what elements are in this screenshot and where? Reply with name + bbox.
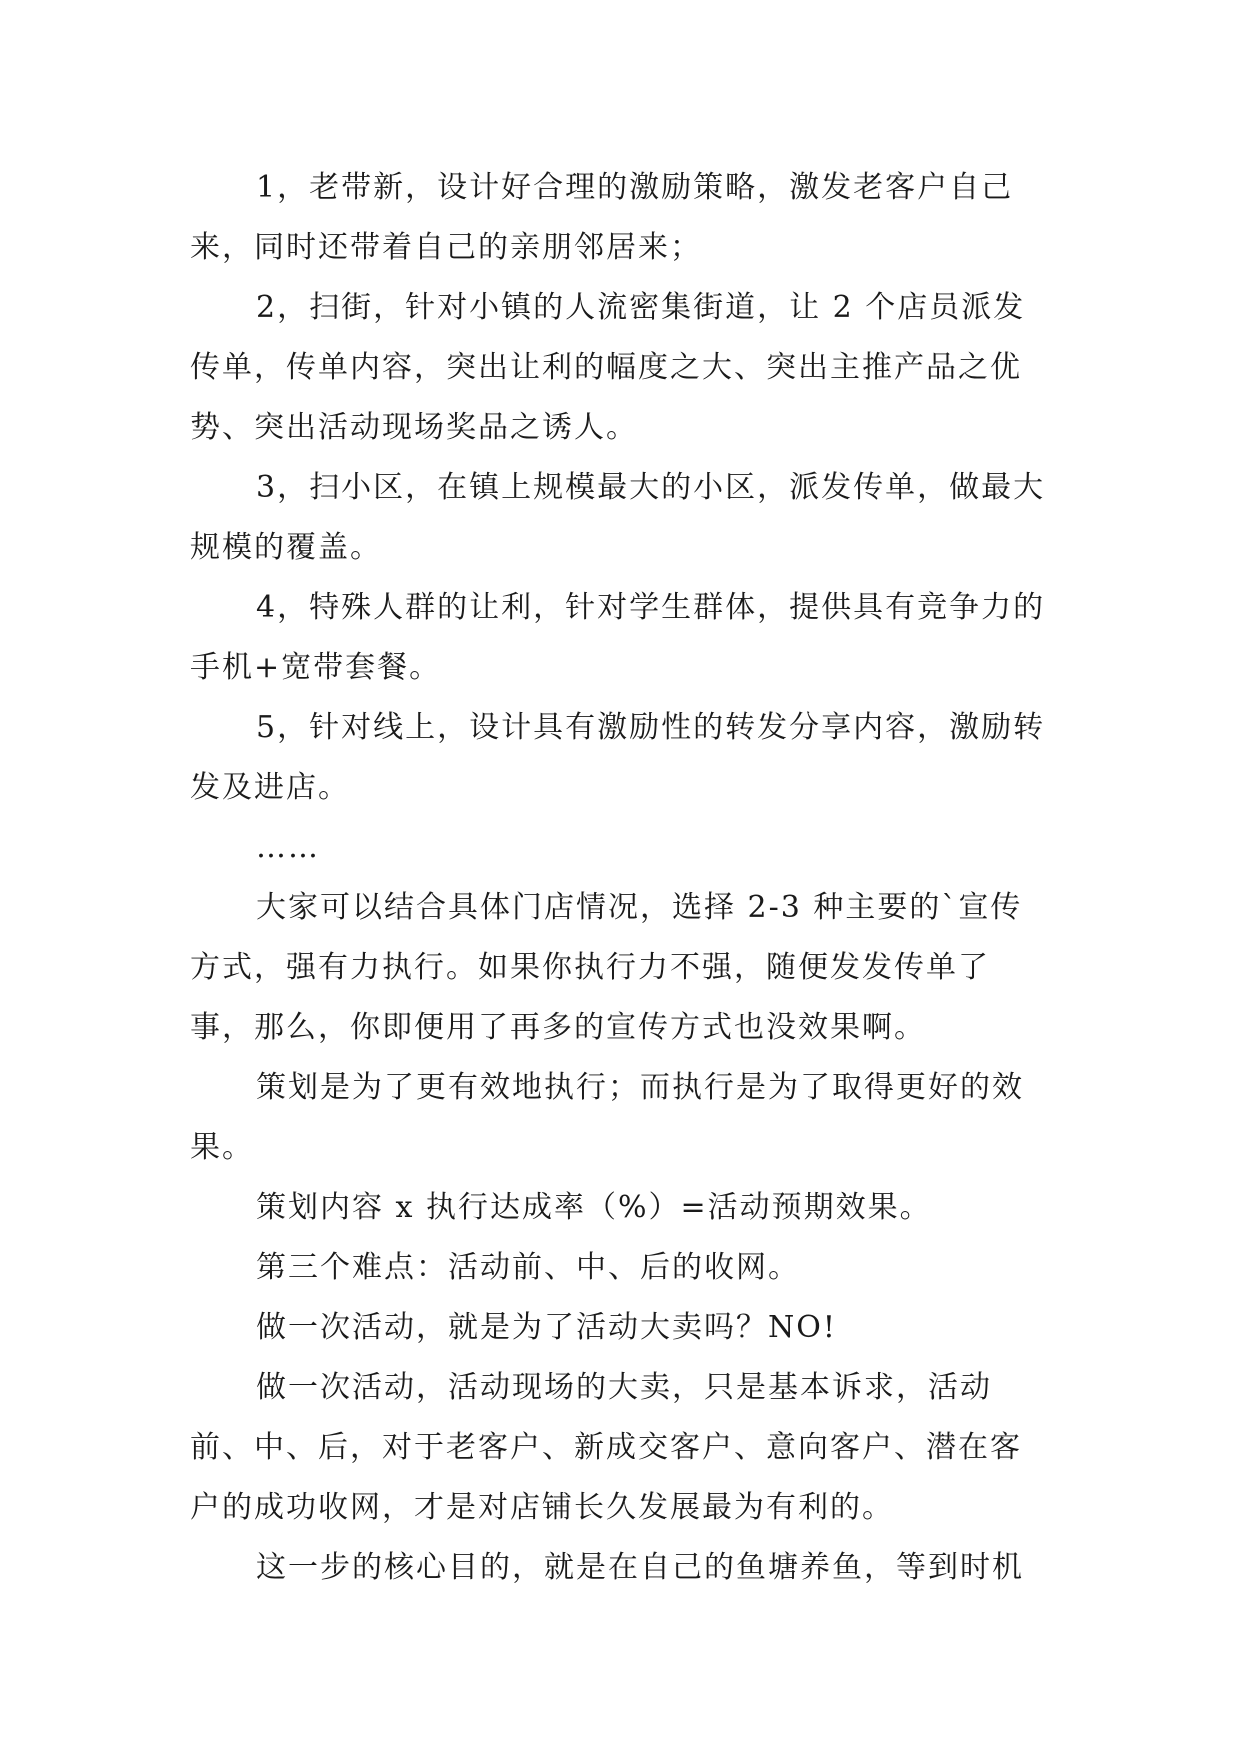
- paragraph-execution-advice: 大家可以结合具体门店情况，选择 2-3 种主要的`宣传方式，强有力执行。如果你执行力不强，随便发发传单了事，那么，你即便用了再多的宣传方式也没效果啊。: [190, 890, 1023, 1045]
- paragraph-core-purpose: 这一步的核心目的，就是在自己的鱼塘养鱼，等到时机: [256, 1550, 1024, 1585]
- paragraph-strategy-4: 4，特殊人群的让利，针对学生群体，提供具有竞争力的手机+宽带套餐。: [190, 590, 1046, 685]
- paragraph-question: 做一次活动，就是为了活动大卖吗？NO!: [256, 1310, 837, 1345]
- paragraph-strategy-5: 5，针对线上，设计具有激励性的转发分享内容，激励转发及进店。: [190, 710, 1046, 805]
- paragraph-formula: 策划内容 x 执行达成率（%）=活动预期效果。: [256, 1190, 932, 1225]
- paragraph-ellipsis: ……: [256, 830, 320, 865]
- paragraph-strategy-1: 1，老带新，设计好合理的激励策略，激发老客户自己来，同时还带着自己的亲朋邻居来；: [190, 170, 1014, 265]
- document-body: [190, 158, 1050, 1598]
- paragraph-planning-purpose: 策划是为了更有效地执行；而执行是为了取得更好的效果。: [190, 1070, 1024, 1165]
- paragraph-closing-explanation: 做一次活动，活动现场的大卖，只是基本诉求，活动前、中、后，对于老客户、新成交客户、意向客户、潜在客户的成功收网，才是对店铺长久发展最为有利的。: [190, 1370, 1022, 1525]
- paragraph-strategy-3: 3，扫小区，在镇上规模最大的小区，派发传单，做最大规模的覆盖。: [190, 470, 1046, 565]
- paragraph-difficulty-3-heading: 第三个难点：活动前、中、后的收网。: [256, 1250, 800, 1285]
- paragraph-strategy-2: 2，扫街，针对小镇的人流密集街道，让 2 个店员派发传单，传单内容，突出让利的幅度之大、突出主推产品之优势、突出活动现场奖品之诱人。: [190, 290, 1026, 445]
